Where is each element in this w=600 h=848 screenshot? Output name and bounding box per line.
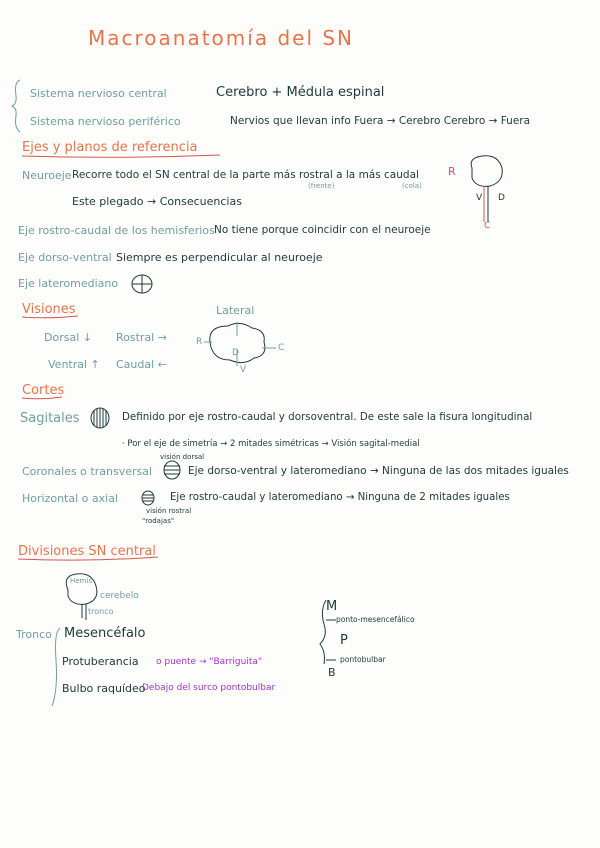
pontobulbar: pontobulbar	[340, 655, 386, 664]
lateral-c: C	[278, 343, 285, 353]
diag-d: D	[498, 193, 505, 203]
snc-label: Sistema nervioso central	[30, 87, 167, 100]
tronco-brace	[52, 628, 60, 706]
divisiones-heading: Divisiones SN central	[18, 544, 156, 559]
hemis-label: Hemis	[70, 577, 92, 585]
horizontal-label: Horizontal o axial	[22, 492, 118, 505]
lateral-d: D	[232, 348, 239, 358]
dorso-ventral-text: Siempre es perpendicular al neuroeje	[116, 251, 323, 264]
frente-note: (frente)	[308, 182, 335, 190]
vision-ventral: Ventral ↑	[48, 358, 100, 371]
diag-v: V	[476, 193, 483, 203]
bulbo: Bulbo raquídeo	[62, 682, 146, 695]
ejes-heading: Ejes y planos de referencia	[22, 140, 198, 155]
sagitales-sub: · Por el eje de simetría → 2 mitades simétricas → Visión sagital-medial	[122, 439, 420, 449]
vision-dorsal-note: visión dorsal	[160, 453, 205, 461]
lateromediano-icon	[132, 275, 152, 293]
protuberancia-extra: o puente → "Barriguita"	[156, 657, 263, 667]
snc-value: Cerebro + Médula espinal	[216, 85, 385, 100]
lateral-v: V	[240, 365, 247, 375]
coronal-icon	[164, 461, 180, 479]
diag-r: R	[448, 165, 456, 178]
lateral-view-diagram	[204, 322, 276, 366]
coronales-label: Coronales o transversal	[22, 465, 153, 478]
mpb-m: M	[326, 599, 338, 614]
rostro-caudal-label: Eje rostro-caudal de los hemisferios	[18, 224, 215, 237]
mpb-b: B	[328, 666, 336, 679]
page-title: Macroanatomía del SN	[88, 26, 355, 50]
ponto-mesencefalico: ponto-mesencefálico	[336, 615, 415, 624]
ejes-underline	[22, 155, 220, 157]
lateral-label: Lateral	[216, 304, 255, 317]
rostro-caudal-text: No tiene porque coincidir con el neuroeje	[214, 224, 431, 236]
visiones-heading: Visiones	[22, 302, 76, 317]
sistema-brace	[12, 80, 20, 132]
snp-value: Nervios que llevan info Fuera → Cerebro Cerebro → Fuera	[230, 115, 531, 127]
rodajas-note: "rodajas"	[142, 517, 175, 525]
vision-rostral-note: visión rostral	[146, 507, 192, 515]
sagital-icon	[91, 408, 109, 428]
horizontal-text: Eje rostro-caudal y lateromediano → Ninguna de 2 mitades iguales	[170, 492, 510, 503]
mesencefalo: Mesencéfalo	[64, 626, 146, 641]
sagitales-label: Sagitales	[20, 411, 80, 426]
horizontal-icon	[142, 491, 154, 505]
snp-label: Sistema nervioso periférico	[30, 115, 181, 128]
cortes-heading: Cortes	[22, 383, 65, 398]
bulbo-extra: Debajo del surco pontobulbar	[142, 683, 276, 693]
vision-rostral: Rostral →	[116, 331, 167, 344]
vision-caudal: Caudal ←	[116, 358, 167, 371]
neuroeje-text: Recorre todo el SN central de la parte más rostral a la más caudal	[72, 169, 419, 181]
neuroeje-label: Neuroeje	[22, 169, 72, 182]
sagitales-text: Definido por eje rostro-caudal y dorsoventral. De este sale la fisura longitudinal	[122, 411, 533, 423]
mpb-p: P	[340, 633, 348, 648]
protuberancia: Protuberancia	[62, 655, 139, 668]
dorso-ventral-label: Eje dorso-ventral	[18, 251, 112, 264]
cola-note: (cola)	[402, 182, 422, 190]
plegado-text: Este plegado → Consecuencias	[72, 195, 242, 208]
cerebelo-label: cerebelo	[100, 591, 139, 601]
tronco-small-label: tronco	[88, 607, 114, 616]
lateromediano-label: Eje lateromediano	[18, 277, 119, 290]
diag-c: C	[484, 221, 491, 231]
tronco-label: Tronco	[16, 628, 52, 641]
coronales-text: Eje dorso-ventral y lateromediano → Ninguna de las dos mitades iguales	[188, 465, 569, 477]
vision-dorsal: Dorsal ↓	[44, 331, 92, 344]
neuroeje-diagram	[471, 156, 502, 222]
lateral-r: R	[196, 337, 203, 347]
